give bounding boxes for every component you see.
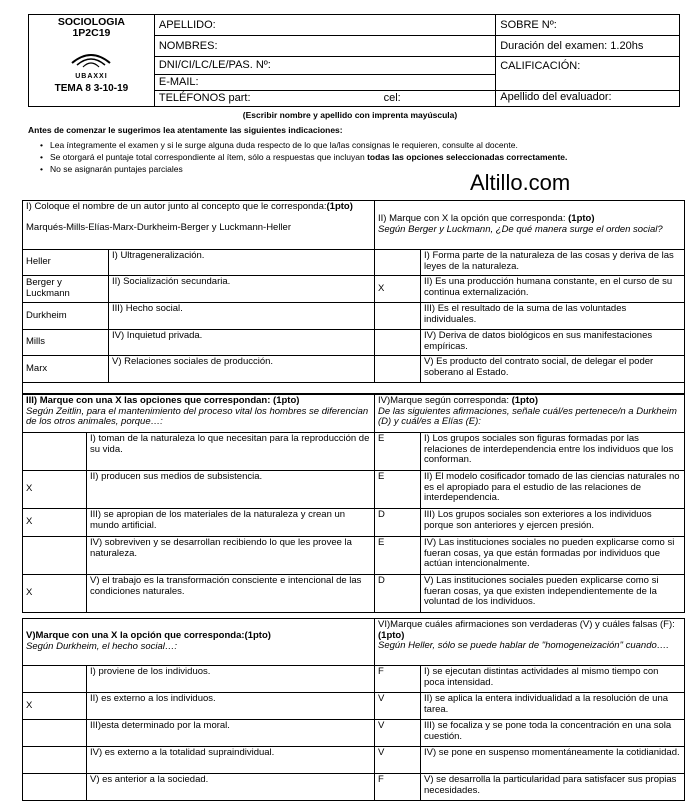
q6-option: III) se focaliza y se pone toda la concentración en una sola cuestión.	[421, 720, 685, 747]
q3-option: IV) sobreviven y se desarrollan recibiendo lo que les provee la naturaleza.	[87, 537, 375, 575]
q1-answer-cell[interactable]: Durkheim	[23, 303, 109, 330]
sobre-field[interactable]: SOBRE Nº:	[496, 15, 680, 36]
q3-mark-cell[interactable]: X	[23, 509, 87, 537]
course-code: 1P2C19	[72, 27, 111, 40]
q2-prompt: Según Berger y Luckmann, ¿De qué manera surge el orden social?	[378, 224, 663, 235]
q4-mark-cell[interactable]: E	[375, 537, 421, 575]
q5-mark-cell[interactable]: X	[23, 693, 87, 720]
telefonos-field[interactable]	[154, 91, 495, 107]
q2-option: III) Es el resultado de la suma de las voluntades individuales.	[421, 303, 685, 330]
q3-title: III) Marque con una X las opciones que correspondan:	[26, 395, 274, 406]
q1-concept: II) Socialización secundaria.	[109, 276, 375, 303]
name-instruction: (Escribir nombre y apellido con imprenta mayúscula)	[242, 110, 458, 120]
q4-mark-cell[interactable]: E	[375, 471, 421, 509]
q6-mark-cell[interactable]: V	[375, 720, 421, 747]
q2-mark-cell[interactable]	[375, 250, 421, 276]
q6-title: VI)Marque cuáles afirmaciones son verdaderas (V) y cuáles falsas (F):	[378, 619, 675, 630]
q2-option: V) Es producto del contrato social, de delegar el poder soberano al Estado.	[421, 356, 685, 383]
calificacion-field[interactable]: CALIFICACIÓN:	[496, 57, 680, 91]
q1-answer-cell[interactable]: Mills	[23, 330, 109, 356]
q4-mark-cell[interactable]: D	[375, 575, 421, 613]
q1-answer-cell[interactable]: Heller	[23, 250, 109, 276]
q4-header	[375, 395, 685, 433]
q2-mark-cell[interactable]	[375, 356, 421, 383]
q5-mark-cell[interactable]	[23, 774, 87, 801]
q2-header	[375, 201, 685, 250]
q1-answer-cell[interactable]: Berger y Luckmann	[23, 276, 109, 303]
q3-mark-cell[interactable]: X	[23, 575, 87, 613]
q2-option: I) Forma parte de la naturaleza de las cosas y deriva de las leyes de la naturaleza.	[421, 250, 685, 276]
logo-name: UBAXXI	[75, 73, 108, 81]
q4-title: IV)Marque según corresponda:	[378, 395, 512, 406]
q3-option: V) el trabajo es la transformación consciente e intencional de las condiciones naturales.	[87, 575, 375, 613]
nombres-field[interactable]: NOMBRES:	[154, 36, 495, 57]
q2-mark-cell[interactable]	[375, 303, 421, 330]
cel-label: cel:	[383, 92, 401, 105]
q4-option: III) Los grupos sociales son exteriores a los individuos porque son anteriores y ejercen presión.	[421, 509, 685, 537]
logo-block	[29, 15, 155, 107]
subject-title: SOCIOLOGIA	[57, 16, 125, 28]
instruction-text: Se otorgará el puntaje total correspondiente al ítem, sólo a respuestas que incluyan	[50, 151, 368, 162]
q4-mark-cell[interactable]: D	[375, 509, 421, 537]
q5-mark-cell[interactable]	[23, 747, 87, 774]
section-q3-q4	[22, 394, 685, 613]
q3-option: III) se apropian de los materiales de la naturaleza y crean un mundo artificial.	[87, 509, 375, 537]
q4-option: I) Los grupos sociales son figuras formadas por las relaciones de interdependencia entre los individuos que los conforman.	[421, 433, 685, 471]
q4-points: (1pto)	[511, 395, 538, 406]
q3-option: I) toman de la naturaleza lo que necesitan para la reproducción de su vida.	[87, 433, 375, 471]
q3-mark-cell[interactable]	[23, 433, 87, 471]
q4-option: IV) Las instituciones sociales no pueden explicarse como si fueran cosas, ya que están formadas por individuos que actúan intencionalmente.	[421, 537, 685, 575]
q6-mark-cell[interactable]: F	[375, 774, 421, 801]
q1-concept: IV) Inquietud privada.	[109, 330, 375, 356]
q1-answer-cell[interactable]: Marx	[23, 356, 109, 383]
q2-mark-cell[interactable]	[375, 330, 421, 356]
q6-mark-cell[interactable]: V	[375, 693, 421, 720]
q3-option: II) producen sus medios de subsistencia.	[87, 471, 375, 509]
q6-option: IV) se pone en suspenso momentáneamente la cotidianidad.	[421, 747, 685, 774]
q6-prompt: Según Heller, sólo se puede hablar de "homogeneización" cuando….	[378, 640, 669, 652]
q1-title: I) Coloque el nombre de un autor junto al concepto que le corresponda:	[26, 201, 327, 212]
instruction-emphasis: todas las opciones seleccionadas correctamente.	[367, 151, 568, 162]
q6-mark-cell[interactable]: F	[375, 666, 421, 693]
q1-concept: III) Hecho social.	[109, 303, 375, 330]
q4-option: II) El modelo cosificador tomado de las ciencias naturales no es el apropiado para el estudio de las relaciones de interdependencia.	[421, 471, 685, 509]
instruction-item	[40, 152, 567, 164]
q5-option: V) es anterior a la sociedad.	[87, 774, 375, 801]
evaluador-field[interactable]: Apellido del evaluador:	[496, 91, 680, 107]
q2-title: II) Marque con X la opción que corresponda:	[378, 213, 569, 225]
q6-option: V) se desarrolla la particularidad para satisfacer sus propias necesidades.	[421, 774, 685, 801]
q6-mark-cell[interactable]: V	[375, 747, 421, 774]
q5-option: I) proviene de los individuos.	[87, 666, 375, 693]
email-field[interactable]: E-MAIL:	[154, 75, 495, 91]
q3-mark-cell[interactable]: X	[23, 471, 87, 509]
q5-points: (1pto)	[244, 630, 271, 642]
section-q1-q2	[22, 200, 685, 394]
exam-duration: Duración del examen: 1.20hs	[496, 36, 680, 57]
instruction-item: • Lea íntegramente el examen y si le surge alguna duda respecto de lo que la/las consignas le requieren, consulte al docente.	[40, 140, 567, 152]
q5-header	[23, 619, 375, 666]
q1-concept: V) Relaciones sociales de producción.	[109, 356, 375, 383]
apellido-field[interactable]: APELLIDO:	[154, 15, 495, 36]
q5-prompt: Según Durkheim, el hecho social…:	[26, 641, 178, 652]
q2-option: IV) Deriva de datos biológicos en sus manifestaciones empíricas.	[421, 330, 685, 356]
section-q5-q6	[22, 618, 685, 801]
q3-header	[23, 395, 375, 433]
q5-mark-cell[interactable]	[23, 666, 87, 693]
q1-header	[23, 201, 375, 250]
q6-header	[375, 619, 685, 666]
q5-title: V)Marque con una X la opción que corresponda:	[26, 630, 245, 642]
q1-concept: I) Ultrageneralización.	[109, 250, 375, 276]
q5-option: III)esta determinado por la moral.	[87, 720, 375, 747]
q2-option: II) Es una producción humana constante, en el curso de su continua externalización.	[421, 276, 685, 303]
instruction-item: • No se asignarán puntajes parciales	[40, 164, 567, 176]
watermark: Altillo.com	[470, 170, 571, 195]
exam-tema: TEMA 8 3-10-19	[54, 82, 129, 94]
dni-field[interactable]: DNI/CI/LC/LE/PAS. Nº:	[154, 57, 495, 75]
q4-prompt: De las siguientes afirmaciones, señale cuál/es pertenece/n a Durkheim (D) y cuál/es a Elías (E):	[378, 405, 677, 428]
uba-logo-icon	[68, 49, 114, 71]
q5-option: IV) es externo a la totalidad supraindividual.	[87, 747, 375, 774]
q5-mark-cell[interactable]	[23, 720, 87, 747]
q3-points: (1pto)	[273, 395, 300, 406]
q5-option: II) es externo a los individuos.	[87, 693, 375, 720]
q4-mark-cell[interactable]: E	[375, 433, 421, 471]
q2-mark-cell[interactable]: X	[375, 276, 421, 303]
q6-option: I) se ejecutan distintas actividades al mismo tiempo con poca intensidad.	[421, 666, 685, 693]
q1-points: (1pto)	[326, 201, 353, 212]
intro-text: Antes de comenzar le sugerimos lea atentamente las siguientes indicaciones:	[28, 125, 343, 135]
q3-mark-cell[interactable]	[23, 537, 87, 575]
q6-option: II) se aplica la entera individualidad a la resolución de una tarea.	[421, 693, 685, 720]
exam-header	[28, 14, 680, 107]
q2-points: (1pto)	[568, 213, 595, 225]
q3-prompt: Según Zeitlin, para el mantenimiento del proceso vital los hombres se diferencian de los otros animales, porque…:	[26, 405, 369, 428]
q4-option: V) Las instituciones sociales pueden explicarse como si fueran cosas, ya que existen independientemente de la voluntad de los individuos.	[421, 575, 685, 613]
q1-authors: Marqués-Mills-Elías-Marx-Durkheim-Berger y Luckmann-Heller	[26, 222, 292, 234]
section-divider	[23, 383, 685, 394]
telefonos-label: TELÉFONOS part:	[158, 92, 251, 105]
q6-points: (1pto)	[378, 629, 405, 641]
